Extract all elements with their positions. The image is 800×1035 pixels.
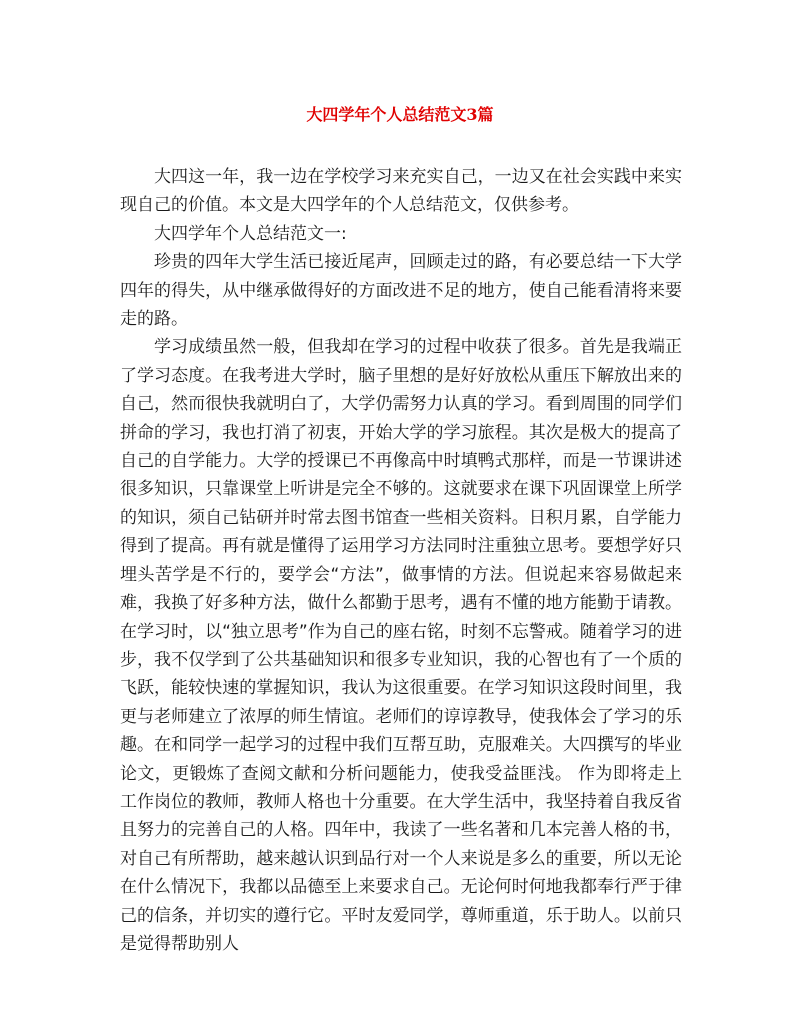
paragraph-study: 学习成绩虽然一般，但我却在学习的过程中收获了很多。首先是我端正了学习态度。在我考进大学时，脑子里想的是好好放松从重压下解放出来的自己，然而很快我就明白了，大学仍需努力认真的学习。看到周围的同学们拼命的学习，我也打消了初衷，开始大学的学习旅程。其次是极大的提高了自己的自学能力。大学的授课已不再像高中时填鸭式那样，而是一节课讲述很多知识，只靠课堂上听讲是完全不够的。这就要求在课下巩固课堂上所学的知识，须自己钻研并时常去图书馆查一些相关资料。日积月累，自学能力得到了提高。再有就是懂得了运用学习方法同时注重独立思考。要想学好只埋头苦学是不行的，要学会“方法”，做事情的方法。但说起来容易做起来难，我换了好多种方法，做什么都勤于思考，遇有不懂的地方能勤于请教。在学习时，以“独立思考”作为自己的座右铭，时刻不忘警戒。随着学习的进步，我不仅学到了公共基础知识和很多专业知识，我的心智也有了一个质的飞跃，能较快速的掌握知识，我认为这很重要。在学习知识这段时间里，我更与老师建立了浓厚的师生情谊。老师们的谆谆教导，使我体会了学习的乐趣。在和同学一起学习的过程中我们互帮互助，克服难关。大四撰写的毕业论文，更锻炼了查阅文献和分析问题能力，使我受益匪浅。 作为即将走上工作岗位的教师，教师人格也十分重要。在大学生活中，我坚持着自我反省且努力的完善自己的人格。四年中，我读了一些名著和几本完善人格的书，对自己有所帮助，越来越认识到品行对一个人来说是多么的重要，所以无论在什么情况下，我都以品德至上来要求自己。无论何时何地我都奉行严于律己的信条，并切实的遵行它。平时友爱同学，尊师重道，乐于助人。以前只是觉得帮助别人	[120, 337, 682, 954]
paragraph-intro: 大四这一年，我一边在学校学习来充实自己，一边又在社会实践中来实现自己的价值。本文是大四学年的个人总结范文，仅供参考。	[120, 167, 682, 216]
document-body	[120, 163, 682, 958]
document-title: 大四学年个人总结范文3篇	[306, 105, 494, 124]
paragraph-review: 珍贵的四年大学生活已接近尾声，回顾走过的路，有必要总结一下大学四年的得失，从中继承做得好的方面改进不足的地方，使自己能看清将来要走的路。	[120, 252, 682, 330]
paragraph-section-heading: 大四学年个人总结范文一:	[154, 223, 347, 244]
